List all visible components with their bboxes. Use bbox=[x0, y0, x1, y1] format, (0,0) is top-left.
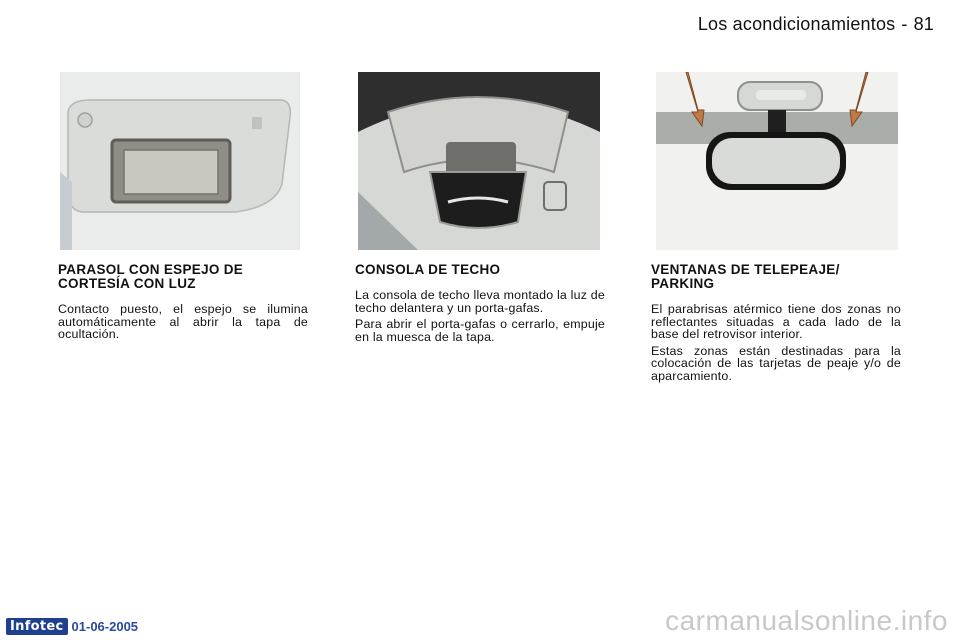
page-number: 81 bbox=[913, 14, 934, 34]
infotec-logo: Infotec bbox=[6, 618, 68, 635]
section-toll-windows bbox=[651, 263, 901, 386]
section-title-visor: PARASOL CON ESPEJO DE CORTESÍA CON LUZ bbox=[58, 262, 244, 291]
section-text: Contacto puesto, el espejo se ilumina automáticamente al abrir la tapa de ocultación. bbox=[58, 302, 308, 341]
header-separator: - bbox=[901, 14, 908, 34]
page-footer bbox=[6, 617, 138, 635]
footer-date: 01-06-2005 bbox=[71, 618, 139, 634]
section-visor bbox=[58, 263, 308, 345]
section-text: El parabrisas atérmico tiene dos zonas no reflectantes situadas a cada lado de la base del retrovisor interior. bbox=[651, 302, 901, 341]
section-console bbox=[355, 263, 605, 347]
section-title: Los acondicionamientos bbox=[697, 14, 896, 34]
overhead-console-photo bbox=[358, 72, 600, 250]
section-text: Para abrir el porta-gafas o cerrarlo, empuje en la muesca de la tapa. bbox=[355, 317, 605, 344]
section-title-console: CONSOLA DE TECHO bbox=[355, 262, 501, 277]
section-text: La consola de techo lleva montado la luz de techo delantera y un porta-gafas. bbox=[355, 288, 605, 315]
section-text: Estas zonas están destinadas para la colocación de las tarjetas de peaje y/o de aparcamiento. bbox=[651, 343, 901, 383]
section-title-toll: VENTANAS DE TELEPEAJE/ PARKING bbox=[651, 262, 840, 291]
watermark: carmanualsonline.info bbox=[665, 605, 948, 636]
toll-windows-photo bbox=[656, 72, 898, 250]
page-header bbox=[698, 14, 934, 35]
sun-visor-mirror-photo bbox=[60, 72, 300, 250]
